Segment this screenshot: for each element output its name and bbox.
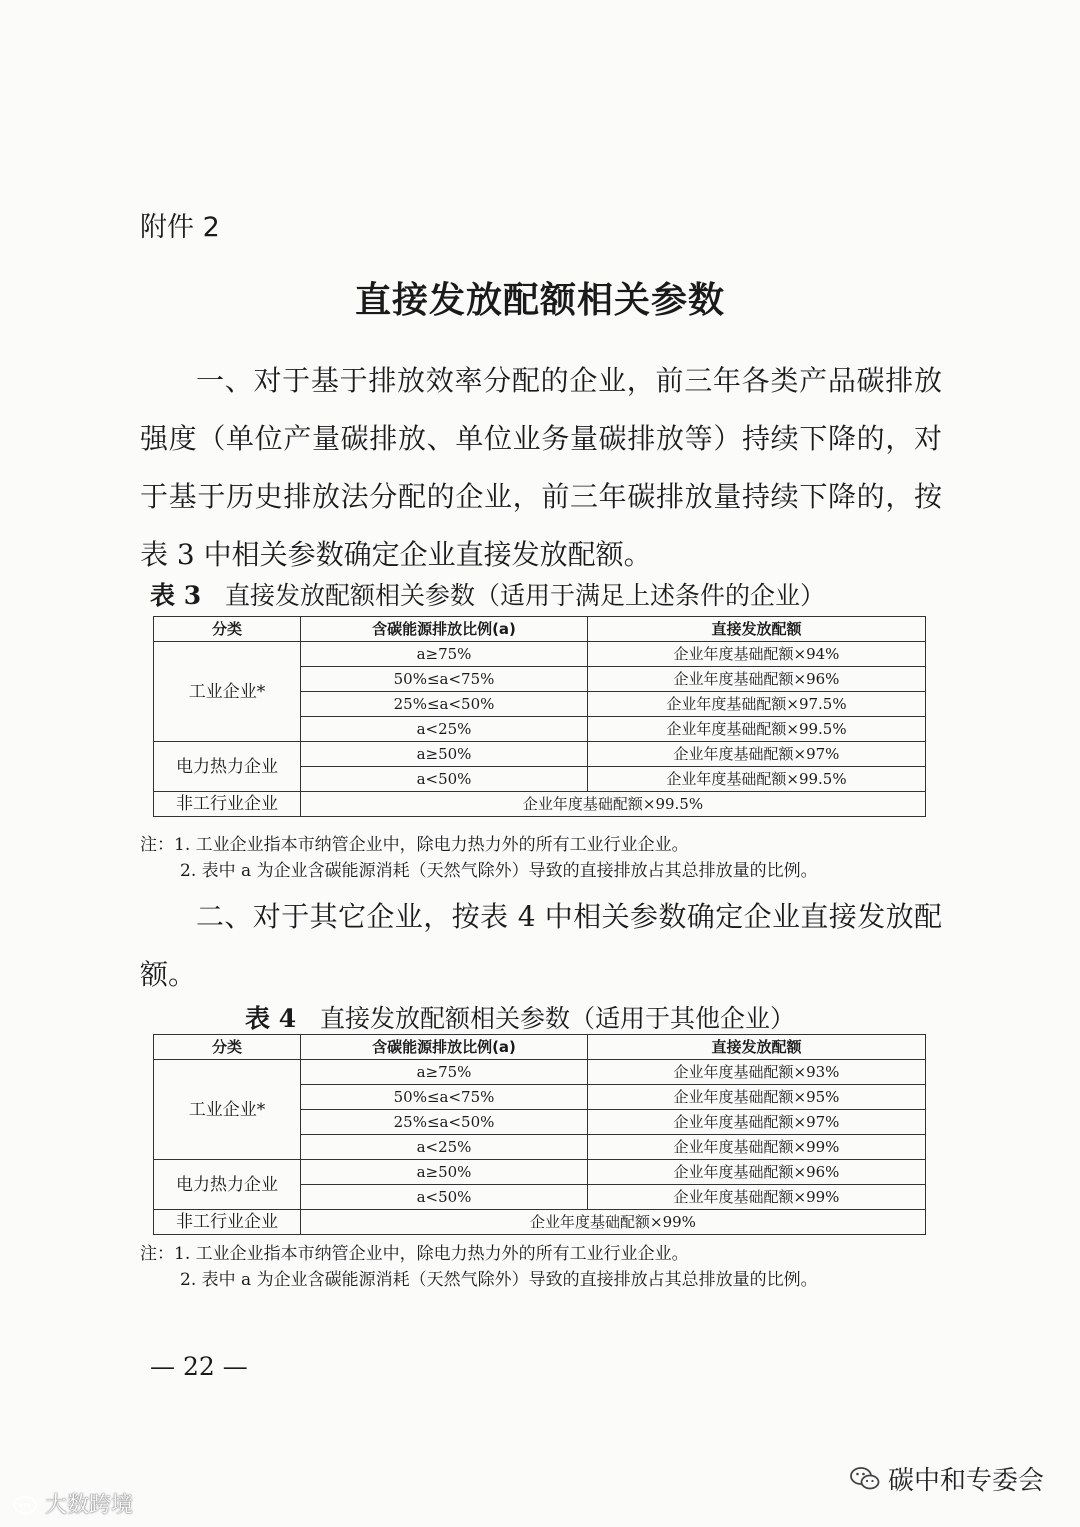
table-row [154,642,926,667]
watermark-right [850,1460,1044,1497]
category-nonindustrial: 非工行业企业 [154,792,301,817]
header-quota: 直接发放配额 [588,1035,926,1060]
table3-title: 直接发放配额相关参数（适用于满足上述条件的企业） [224,581,825,610]
chat-bubble-icon [12,1495,38,1517]
quota-cell: 企业年度基础配额×99% [301,1210,926,1235]
table-header-row [154,617,926,642]
category-industrial: 工业企业* [154,1060,301,1160]
quota-cell: 企业年度基础配额×95% [588,1085,926,1110]
note-2: 2. 表中 a 为企业含碳能源消耗（天然气除外）导致的直接排放占其总排放量的比例。 [180,861,818,881]
header-ratio: 含碳能源排放比例(a) [301,617,588,642]
ratio-cell: 25%≤a<50% [301,692,588,717]
category-power: 电力热力企业 [154,742,301,792]
quota-cell: 企业年度基础配额×99% [588,1185,926,1210]
page-number: — 22 — [150,1352,248,1381]
table4-label: 表 4 [245,1004,297,1033]
header-category: 分类 [154,617,301,642]
ratio-cell: 25%≤a<50% [301,1110,588,1135]
quota-cell: 企业年度基础配额×96% [588,1160,926,1185]
header-quota: 直接发放配额 [588,617,926,642]
quota-cell: 企业年度基础配额×99.5% [301,792,926,817]
table-row [154,792,926,817]
ratio-cell: a≥75% [301,1060,588,1085]
category-power: 电力热力企业 [154,1160,301,1210]
quota-cell: 企业年度基础配额×99.5% [588,717,926,742]
ratio-cell: 50%≤a<75% [301,667,588,692]
table-row [154,1210,926,1235]
ratio-cell: a<25% [301,717,588,742]
watermark-left [12,1488,133,1519]
table-header-row [154,1035,926,1060]
watermark-left-text: 大数跨境 [45,1493,134,1518]
table-row [154,1060,926,1085]
ratio-cell: 50%≤a<75% [301,1085,588,1110]
ratio-cell: a≥50% [301,1160,588,1185]
paragraph-1: 一、对于基于排放效率分配的企业，前三年各类产品碳排放强度（单位产量碳排放、单位业务量碳排放等）持续下降的，对于基于历史排放法分配的企业，前三年碳排放量持续下降的，按表 3 中相关参数确定企业直接发放配额。 [140,364,942,571]
note-1: 注：1. 工业企业指本市纳管企业中，除电力热力外的所有工业行业企业。 [140,835,689,855]
table4-caption [245,999,795,1035]
quota-cell: 企业年度基础配额×96% [588,667,926,692]
note-2: 2. 表中 a 为企业含碳能源消耗（天然气除外）导致的直接排放占其总排放量的比例。 [180,1270,818,1290]
table4-notes [140,1241,818,1293]
table3-caption [150,576,825,612]
wechat-icon [850,1466,880,1492]
quota-cell: 企业年度基础配额×97% [588,1110,926,1135]
table3-label: 表 3 [150,581,202,610]
paragraph-2: 二、对于其它企业，按表 4 中相关参数确定企业直接发放配额。 [140,900,942,991]
table3-notes [140,832,818,884]
header-category: 分类 [154,1035,301,1060]
ratio-cell: a≥50% [301,742,588,767]
quota-cell: 企业年度基础配额×93% [588,1060,926,1085]
table4 [153,1034,926,1235]
category-nonindustrial: 非工行业企业 [154,1210,301,1235]
ratio-cell: a<50% [301,1185,588,1210]
header-ratio: 含碳能源排放比例(a) [301,1035,588,1060]
category-industrial: 工业企业* [154,642,301,742]
ratio-cell: a≥75% [301,642,588,667]
table-row [154,742,926,767]
note-1: 注：1. 工业企业指本市纳管企业中，除电力热力外的所有工业行业企业。 [140,1244,689,1264]
table3 [153,616,926,817]
ratio-cell: a<25% [301,1135,588,1160]
quota-cell: 企业年度基础配额×97.5% [588,692,926,717]
quota-cell: 企业年度基础配额×99% [588,1135,926,1160]
quota-cell: 企业年度基础配额×94% [588,642,926,667]
watermark-right-text: 碳中和专委会 [888,1466,1045,1496]
quota-cell: 企业年度基础配额×97% [588,742,926,767]
quota-cell: 企业年度基础配额×99.5% [588,767,926,792]
document-title: 直接发放配额相关参数 [354,279,725,321]
ratio-cell: a<50% [301,767,588,792]
table-row [154,1160,926,1185]
annex-label: 附件 2 [140,212,220,243]
table4-title: 直接发放配额相关参数（适用于其他企业） [319,1004,795,1033]
